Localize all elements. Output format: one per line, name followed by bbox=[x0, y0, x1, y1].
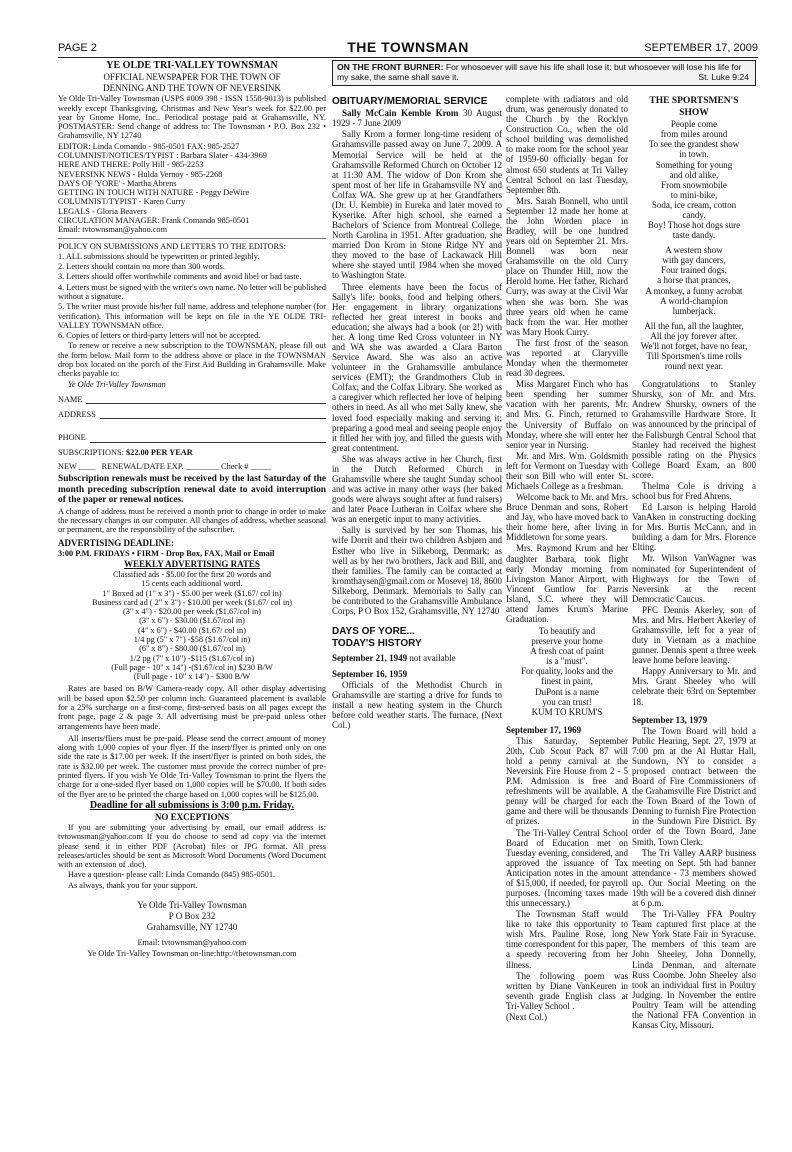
yore-heading-1: DAYS OF YORE... bbox=[332, 626, 415, 638]
divider bbox=[58, 238, 326, 239]
policy-title: POLICY ON SUBMISSIONS AND LETTERS TO THE EDITORS: bbox=[58, 241, 286, 251]
policy-item: 4. Letters must be signed with the writer's own name. No letter will be published without a signature. bbox=[58, 282, 326, 301]
rate-item: 1/4 pg (5" x 7") -$58 ($1.67/col in) bbox=[133, 635, 251, 645]
obituary-column bbox=[332, 96, 502, 731]
obituary-paragraph: Three elements have been the focus of Sally's life: books, food and helping others. Her engagement in library organizations reflected her great interest in books and education; she always had a book (or 2!) with her. A long time Red Cross volunteer in NY and WA she was awarded a Clara Barton Service Award. She was also an active volunteer in the Grahamsville ambulance services (EMT); the Grandmothers Club in Colfax; and the Colfax Library. She worked as a caregiver which reflected her love of helping others in need. As all who met Sally knew, she loved food especially making and serving it; preparing a good meal and seeing people enjoy it filled her with joy, and filled the guests with great contentment. bbox=[332, 281, 502, 453]
history-paragraph: The following poem was written by Diane VanKeuren in seventh grade English class at Tri-Valley School . bbox=[506, 970, 628, 1011]
masthead: THE TOWNSMAN bbox=[347, 39, 469, 55]
rate-item: (Full page - 10" x 14") - $300 B/W bbox=[133, 672, 251, 682]
news-paragraph: The Tri-Valley FFA Poultry Team captured first place at the New York State Fair in Syracuse. The members of this team are John Sheeley, John Donnelly, Linda Denman, and alternate Russ Coombe. John Sheeley also took an individual first in Poultry Judging. In November the entire Poultry Team will be attending the National FFA Convention in Kansas City, Missouri. bbox=[632, 909, 756, 1030]
staff-item: COLUMNIST/TYPIST - Karen Curry bbox=[58, 197, 186, 207]
rate-item: (6" x 8") - $80.00 ($1.67/col in) bbox=[139, 644, 245, 654]
history-paragraph: The first frost of the season was reported at Claryville Monday when the thermometer read 30 degrees. bbox=[506, 337, 628, 379]
poem-line: Four trained dogs, bbox=[661, 265, 727, 276]
poem-stanza bbox=[632, 119, 756, 240]
poem-line: Boy! Those hot dogs sure bbox=[647, 220, 741, 231]
change-of-address-notice: A change of address must be received a month prior to change in order to make the necessary changes in our computer. All changes of address, whether seasonal or permanent, are the responsibility of the subscriber. bbox=[58, 506, 326, 535]
yore-1979-date: September 13, 1979 bbox=[632, 714, 708, 725]
poem-title-1: THE SPORTSMEN'S bbox=[649, 96, 739, 106]
news-paragraph: PFC Dennis Akerley, son of Mrs. and Mrs. Herbert Akerley of Grahamsville, left for a year of duty in Vietnam as a machine gunner. Dennis spent a three week leave home before leaving. bbox=[632, 604, 756, 666]
ad-line: finest in paint, bbox=[541, 676, 593, 687]
phone-label: PHONE bbox=[58, 433, 86, 443]
yore-1949-text: not available bbox=[409, 653, 456, 664]
masthead-column bbox=[58, 60, 326, 959]
next-col-note: (Next Col.) bbox=[506, 1011, 547, 1022]
address-line: Grahamsville, NY 12740 bbox=[146, 922, 238, 933]
no-exceptions: NO EXCEPTIONS bbox=[154, 812, 230, 822]
rates-note: Rates are based on B/W Camera-ready copy. All other display advertising will be based upon $2.50 per column inch. Guaranteed placement is available for a 25% surcharge on a first-come, first-served basis on all pages except the front page, page 2 & page 3. All advertising must be pre-paid unless other arrangements have been made. bbox=[58, 684, 326, 731]
obituary-paragraph: She was always active in her Church, first in the Dutch Reformed Church in Grahamsville where she taught Sunday school and was active in many other ways (her baked goods were always sought after at fund raisers) and later Peace Lutheran in Colfax where she was an energetic input to many activities. bbox=[332, 453, 502, 525]
poem-line: in town. bbox=[679, 149, 709, 160]
poem-line: taste dandy. bbox=[672, 230, 716, 241]
history-paragraph: Mr. and Mrs. Wm. Goldsmith left for Vermont on Tuesday with their son Bill who will enter St. Michaels College as a freshman. bbox=[506, 450, 628, 491]
news-paragraph: Congratulations to Stanley Shursky, son of Mr. and Mrs. Andrew Shursky, owners of the Grahamsville Hardware Store. It was announced by the principal of the Fallsburgh Central School that Stanley had received the highest possible rating on the Physics College Board Exam, an 800 score. bbox=[632, 379, 756, 480]
ad-line: you can trust! bbox=[542, 696, 592, 707]
rate-item: (4" x 6") - $40.00 ($1.67/ col in) bbox=[138, 625, 246, 635]
inserts-note: All inserts/fliers must be pre-paid. Please send the correct amount of money along with 1,000 copies of your flyer. If the insert/flyer is printed only on one side the rate is $17.00 per week. If the insert/flyer is printed on both sides, the rate is $32.00 per week. The customer must provide the correct number of pre-printed flyers. If you wish Ye Olde Tri-Valley Townsman to print the flyers the charge for a one-sided flyer based on 1,000 copies will be $70.00. If both sides of the flyer are to be printed the charge based on 1,000 copies will be $125.00. bbox=[58, 733, 326, 799]
name-field[interactable] bbox=[58, 395, 326, 404]
staff-item: DAYS OF 'YORE' - Martha Abrens bbox=[58, 178, 177, 188]
history-paragraph: Mrs. Raymond Krum and her daughter Barbara, took flight early Monday morning from Livingston Manor Airport, with Vincent Guntlow for Parris Island, S.C. where they will attend James Krum's Marine Graduation. bbox=[506, 543, 628, 624]
yore-heading-2: TODAY'S HISTORY bbox=[332, 638, 422, 650]
rates-title: WEEKLY ADVERTISING RATES bbox=[124, 558, 260, 569]
rate-item: 1" Boxed ad (1" x 3") - $5.00 per week ($1.67/ col in) bbox=[102, 588, 282, 598]
email-link[interactable]: Email: tvtownsman@yahoo.com bbox=[137, 938, 247, 948]
obituary-paragraph: Sally Krom a former long-time resident of Grahamsville passed away on June 7, 2009. A Memorial Service will be held at the Grahamsville Reformed Church on October 12 at 11:30 AM. The widow of Don Krom she spent most of her life in Grahamsville NY and Colfax WA. She grew up at her Grandfathers (Dr. U. Kemble) in Eureka and later moved to Kyserike. After high school, she earned a Bachelors of Science from Montreal College, North Carolina in 1951. After graduation, she married Don Krom in Stone Ridge NY and they moved to the base of Lackawack Hill where she stayed until 1984 when she moved to Washington State. bbox=[332, 129, 502, 281]
rate-item: 15 cents each additional word. bbox=[141, 579, 243, 589]
header-rule bbox=[58, 57, 758, 58]
staff-list bbox=[58, 142, 326, 235]
poem-stanza bbox=[632, 321, 756, 371]
ad-line: For quality, looks and the bbox=[521, 666, 613, 677]
ad-line: KUM TO KRUM'S bbox=[531, 706, 603, 717]
policy-item: 5. The writer must provide his/her full name, address and telephone number (for verification). This information will be kept on file in the YE OLDE TRI-VALLEY TOWNSMAN office. bbox=[58, 302, 326, 330]
poem-line: A monkey, a funny acrobat bbox=[645, 285, 743, 296]
subscription-price: $22.00 PER YEAR bbox=[126, 447, 193, 457]
staff-item: NEVERSINK NEWS - Hulda Vernoy - 985-2268 bbox=[58, 169, 223, 179]
staff-item: Email: tvtownsman@yahoo.com bbox=[58, 225, 168, 235]
phone-field[interactable] bbox=[58, 433, 326, 442]
paper-title: YE OLDE TRI-VALLEY TOWNSMAN bbox=[106, 60, 278, 71]
history-paragraph: Mrs. Sarah Bonnell, who until September 12 made her home at the John Worden place in Bradley, will be one hundred years old on September 21. Mrs. Bonnell was born near Grahamsville on the old Curry place on Thunder Hill, now the Herold home. Her father, Richard Curry, was away at the Civil War when she was born. She was three years old when he came back from the war. Her mother was Mary Hook Curry. bbox=[506, 195, 628, 337]
ad-deadline: 3:00 P.M. FRIDAYS • FIRM - Drop Box, FAX, Mail or Email bbox=[58, 548, 275, 558]
poem-line: From snowmobile bbox=[661, 179, 727, 190]
policy-item: 2. Letters should contain no more than 300 words. bbox=[58, 262, 225, 272]
poem-title-2: SHOW bbox=[679, 107, 709, 118]
payable-to: Ye Olde Tri-Valley Townsman bbox=[68, 379, 166, 389]
krums-ad bbox=[506, 626, 628, 717]
page-number: PAGE 2 bbox=[58, 42, 97, 54]
rate-item: 1/2 pg (7" x 10") -$115 ($1.67/col in) bbox=[129, 653, 255, 663]
ad-deadline-title: ADVERTISING DEADLINE: bbox=[58, 537, 174, 548]
new-label: NEW bbox=[58, 461, 77, 471]
front-burner-quote: For whosoever will save his life shall lose it: but whosoever will lose his life for my sake, the same shall save it. bbox=[337, 62, 742, 82]
subscriptions-line bbox=[58, 448, 326, 457]
rate-item: (3" x 4") - $20.00 per week ($1.67/col in) bbox=[122, 607, 262, 617]
paper-subtitle-2: DENNING AND THE TOWN OF NEVERSINK bbox=[103, 83, 281, 94]
yore-1949 bbox=[332, 653, 502, 663]
ad-line: DuPont is a name bbox=[535, 686, 599, 697]
poem-line: lumberjack. bbox=[672, 305, 716, 316]
page-header bbox=[58, 39, 758, 56]
news-paragraph: Ed Larson is helping Harold VanAken in constructing docking for Mrs. Burtis McCann, and in building a dam for Mrs. Florence Elting. bbox=[632, 502, 756, 553]
rate-item: (Full page - 10" x 14") -($1.67/col in) $230 B/W bbox=[111, 662, 273, 672]
poem-line: A western show bbox=[665, 245, 723, 256]
question-line: Have a question- please call: Linda Comando (845) 985-0501. bbox=[68, 870, 276, 880]
poem-line: with gay dancers, bbox=[662, 255, 726, 266]
poem-line: candy. bbox=[682, 209, 706, 220]
address-field[interactable] bbox=[58, 410, 326, 419]
submission-deadline: Deadline for all submissions is 3:00 p.m. Friday. bbox=[89, 799, 295, 811]
subscriptions-label: SUBSCRIPTIONS: bbox=[58, 447, 124, 457]
poem-line: We'll not forget, have no fear, bbox=[640, 340, 748, 351]
history-paragraph: Miss Margaret Finch who has been spending her summer vacation with her parents, Mr. and Mrs. G. Finch, returned to the University of Buffalo on Monday, where she will enter her senior year in Nursing. bbox=[506, 379, 628, 450]
rate-item: Business card ad ( 2" x 3") - $10.00 per week ($1.67/ col in) bbox=[91, 597, 293, 607]
staff-item: HERE AND THERE: Polly Hill - 985-2253 bbox=[58, 160, 204, 170]
history-paragraph: Welcome back to Mr. and Mrs. Bruce Denman and sons, Robert and Jay, who have moved back to their home here, after living in Middletown for some years. bbox=[506, 492, 628, 543]
policy-item: 3. Letters should offer worthwhile comments and avoid libel or bad taste. bbox=[58, 272, 302, 282]
policy-list bbox=[58, 252, 326, 341]
name-label: NAME bbox=[58, 394, 83, 404]
email-note: If you are submitting your advertising by email, our email address is: tvtownsman@yahoo.com If you do choose to send ad copy via the internet please send it in either PDF (Acrobat) files or JPG format. All press releases/articles should be sent as Microsoft Word Documents (Word Document with an extension of .doc). bbox=[58, 823, 326, 870]
policy-item: 1. ALL submissions should be typewritten or printed legibly. bbox=[58, 251, 260, 261]
poem-line: to mini-bike, bbox=[670, 189, 718, 200]
news-paragraph: Thelma Cole is driving a school bus for Fred Ahrens. bbox=[632, 480, 756, 501]
poem-line: People come bbox=[670, 119, 718, 130]
yore-1949-date: September 21, 1949 bbox=[332, 653, 408, 664]
poem-line: A world-champion bbox=[660, 295, 728, 306]
history-paragraph: The Townsman Staff would like to take this opportunity to wish Mrs. Pauline Rose, long time correspondent for this paper, a speedy recovering from her illness. bbox=[506, 909, 628, 970]
website-link[interactable]: Ye Olde Tri-Valley Townsman on-line:http://thetownsman.com bbox=[87, 948, 297, 958]
renew-instructions: To renew or receive a new subscription to the TOWNSMAN, please fill out the form below. Mail form to the address above or place in the TOWNSMAN drop box located on the porch of the First Aid Building in Grahamsville. Make checks payable to: bbox=[58, 341, 326, 379]
obituary-paragraph: Sally is survived by her son Thomas, his wife Dorrit and their two children Asbjørn and Esther who live in Silkeborg, Denmark; as well as by her two brothers, Jack and Bill, and their families. The family can be contacted at kromthaysen@gmail.com or Mosevej 18, 8600 Silkeborg, Denmark. Memorials to Sally can be contributed to the Grahamsville Ambulance Corps, P O Box 152, Grahamsville, NY 12740 bbox=[332, 525, 502, 617]
history-column bbox=[506, 94, 628, 1023]
check-label: Check # bbox=[221, 461, 249, 471]
obituary-heading: OBITUARY/MEMORIAL SERVICE bbox=[332, 96, 488, 107]
yore-1959-text: Officials of the Methodist Church in Grahamsville are starting a drive for funds to install a new heating system in the Church before cold weather starts. The furnace, (Next Col.) bbox=[332, 679, 502, 730]
renewal-label: RENEWAL/DATE EXP. bbox=[101, 461, 184, 471]
ad-line: A fresh coat of paint bbox=[530, 646, 604, 657]
rate-item: Classified ads - $5.00 for the first 20 words and bbox=[112, 570, 272, 580]
sportsmen-column bbox=[632, 96, 756, 1031]
ad-line: To beautify and bbox=[538, 626, 596, 637]
ad-line: preserve your home bbox=[531, 636, 603, 647]
address-label: ADDRESS bbox=[58, 410, 96, 420]
front-burner-ref: St. Luke 9:24 bbox=[698, 72, 749, 83]
staff-item: LEGALS - Gloria Beavers bbox=[58, 206, 147, 216]
rates-list bbox=[58, 570, 326, 681]
history-paragraph: complete with radiators and old drum, was generously donated to the Church by the Rocklyn Construction Co., when the old school building was demolished to make room for the school year of 1959-60 officially began for almost 650 students at Tri Valley Central School on last Tuesday, September 8th. bbox=[506, 94, 628, 195]
poem-line: To see the grandest show bbox=[648, 139, 740, 150]
news-paragraph: The Town Board will hold a Public Hearing, Sept. 27, 1979 at 7:00 pm at the Al Huttar Hall, Sundown, NY to consider a proposed contract between the Board of Fire Commissioners of the Grahamsville Fire District and the Town Board of the Town of Denning to furnish Fire Protection in the Sundown Fire District. By order of the Town Board, Jane Smith, Town Clerk. bbox=[632, 725, 756, 847]
news-paragraph: Mr. Wilson VanWagner was nominated for Superintendent of Highways for the Town of Neversink at the recent Democratic Caucus. bbox=[632, 553, 756, 604]
poem-stanza bbox=[632, 245, 756, 316]
news-paragraph: The Tri Valley AARP business meeting on Sept. 5th had banner attendance - 73 members showed up. Our Social Meeting on the 19th will be a covered dish dinner at 6 p.m. bbox=[632, 847, 756, 909]
obituary-name-line bbox=[332, 108, 502, 128]
front-burner-label: ON THE FRONT BURNER: bbox=[337, 62, 444, 72]
staff-item: GETTING IN TOUCH WITH NATURE - Peggy DeWire bbox=[58, 188, 250, 198]
poem-line: from miles around bbox=[660, 129, 728, 140]
publication-info: Ye Olde Tri-Valley Townsman (USPS #009 398 - ISSN 1558-9013) is published weekly except Thanksgiving, Christmas and New Year's week for $22.00 per year by Gnome Home, Inc.. Periodical postage paid at Grahamsville, NY. POSTMASTER: Send change of address to: The Townsman • P.O. Box 232 • Grahamsville, NY 12740 bbox=[58, 94, 326, 141]
front-burner-box bbox=[332, 60, 756, 86]
rate-item: (3" x 6") - $30.00 ($1.67/col in) bbox=[139, 616, 245, 626]
poem-line: round next year. bbox=[664, 361, 724, 372]
obituary-name: Sally McCain Kemble Krom bbox=[342, 108, 459, 119]
staff-item: CIRCULATION MANAGER: Frank Comando 985-0501 bbox=[58, 216, 250, 225]
poem-line: All the fun, all the laughter, bbox=[644, 320, 744, 331]
renewal-notice: Subscription renewals must be received by the last Saturday of the month preceding subscription renewal date to avoid interruption of the paper or renewal notices. bbox=[58, 474, 326, 506]
thanks-line: As always, thank you for your support. bbox=[68, 880, 198, 890]
staff-item: COLUMNIST/NOTICES/TYPIST : Barbara Slater - 434-3969 bbox=[58, 151, 267, 161]
poem-line: All the joy forever after. bbox=[650, 330, 738, 341]
news-paragraph: Happy Anniversary to Mr. and Mrs. Grant Sheeley who will celebrate their 63rd on September 18. bbox=[632, 666, 756, 707]
paper-subtitle-1: OFFICIAL NEWSPAPER FOR THE TOWN OF bbox=[103, 72, 281, 83]
policy-item: 6. Copies of letters or third-party letters will not be accepted. bbox=[58, 331, 261, 341]
renewal-line[interactable]: NEW ____ RENEWAL/DATE EXP. ________ Check # _____ bbox=[58, 461, 272, 471]
poem-line: Soda, ice cream, cotton bbox=[651, 199, 737, 210]
ad-line: is a "must". bbox=[546, 656, 588, 667]
yore-1969-date: September 17, 1969 bbox=[506, 724, 582, 735]
obituary-dates: 30 August 1929 - 7 June 2009 bbox=[332, 108, 502, 129]
poem-line: Something for young bbox=[655, 159, 733, 170]
history-paragraph: This Saturday, September 20th, Cub Scout Pack 87 will hold a penny carnival at the Neversink Fire House from 2 - 5 P.M. Admission is free and refreshments will be available. A penny will be charged for each game and there will be thousands of prizes. bbox=[506, 735, 628, 827]
poem-line: and old alike, bbox=[669, 169, 719, 180]
mailing-address bbox=[58, 900, 326, 932]
poem-line: a horse that prances, bbox=[657, 275, 731, 286]
staff-item: EDITOR: Linda Comando - 985-0501 FAX: 985-2527 bbox=[58, 141, 240, 151]
history-paragraph: The Tri-Valley Central School Board of Education met on Tuesday evening, considered, and approved the issuance of Tax Anticipation notes in the amount of $15,000, if needed, for payroll purposes. (Incoming taxes made this unnecessary.) bbox=[506, 827, 628, 909]
address-line: P O Box 232 bbox=[168, 911, 216, 922]
issue-date: SEPTEMBER 17, 2009 bbox=[644, 42, 758, 54]
poem-line: Till Sportsmen's time rolls bbox=[646, 350, 742, 361]
address-line: Ye Olde Tri-Valley Townsman bbox=[137, 900, 247, 911]
yore-1959-date: September 16, 1959 bbox=[332, 668, 408, 679]
